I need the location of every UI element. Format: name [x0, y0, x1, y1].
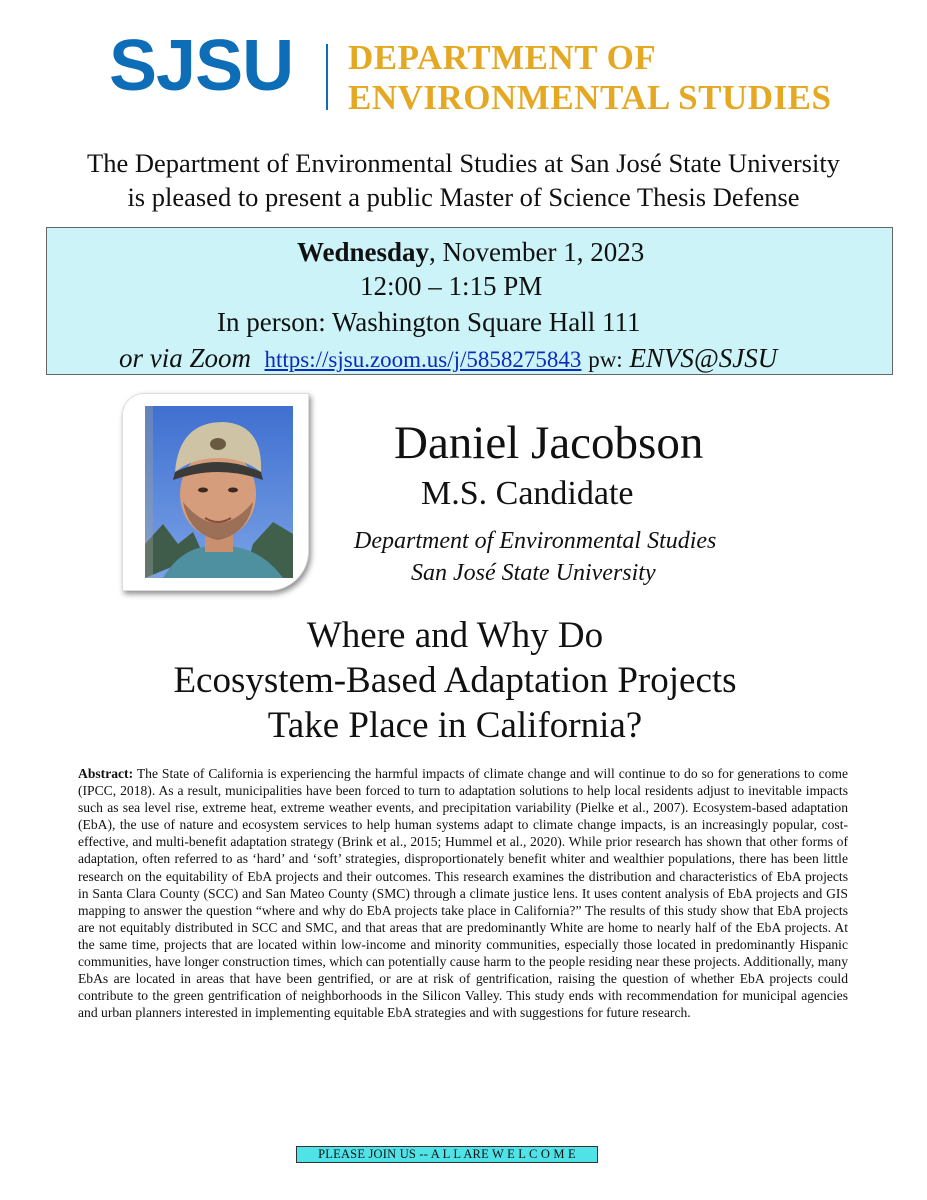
thesis-title-line-2: Ecosystem-Based Adaptation Projects: [173, 660, 737, 701]
intro-text: [0, 146, 927, 214]
zoom-link[interactable]: https://sjsu.zoom.us/j/5858275843: [264, 347, 582, 372]
event-location: In person: Washington Square Hall 111: [217, 307, 641, 337]
sjsu-logo: SJSU: [109, 26, 294, 106]
abstract-label: Abstract:: [78, 766, 134, 781]
event-details-box: [46, 227, 893, 375]
event-day: Wednesday: [297, 237, 430, 267]
event-date-text: , November 1, 2023: [429, 237, 645, 267]
intro-line-1: The Department of Environmental Studies at San José State University: [87, 148, 840, 178]
speaker-university: San José State University: [411, 560, 656, 586]
zoom-password: ENVS@SJSU: [629, 343, 778, 373]
logo-divider: [326, 44, 328, 110]
department-logo-line-2: ENVIRONMENTAL STUDIES: [348, 78, 832, 117]
event-zoom: [119, 342, 777, 376]
intro-line-2: is pleased to present a public Master of Science Thesis Defense: [127, 182, 800, 212]
speaker-name: Daniel Jacobson: [394, 417, 704, 469]
abstract-text: The State of California is experiencing the harmful impacts of climate change and will continue to do so for generations to come (IPCC, 2018). As a result, municipalities have been forced to turn to adaptation solutions to help local residents adjust to inevitable impacts such as sea level rise, extreme heat, extreme weather events, and precipitation variability (Pielke et al., 2007). Ecosystem-based adaptation (EbA), the use of nature and ecosystem services to help human systems adapt to climate change impacts, is an increasingly popular, cost-effective, and multi-benefit adaptation strategy (Brink et al., 2015; Hummel et al., 2020). While prior research has shown that other forms of adaptation, often referred to as ‘hard’ and ‘soft’ strategies, disproportionately benefit whiter and wealthier populations, there has been little research on the equitability of EbA projects and their outcomes. This research examines the distribution and characteristics of EbA projects in Santa Clara County (SCC) and San Mateo County (SMC) through a climate justice lens. It uses content analysis of EbA projects and GIS mapping to answer the question “where and why do EbA projects take place in California?” The results of this study show that EbA projects are not equitably distributed in SCC and SMC, and that areas that are predominantly White are home to nearly half of the EbA projects. At the same time, projects that are located within low-income and minority communities, especially those located in predominantly Hispanic communities, have longer construction times, which can potentially cause harm to the people residing near these projects. Additionally, many EbAs are located in areas that have been gentrified, or are at risk of gentrification, raising the question of whether EbA projects could contribute to the green gentrification of neighborhoods in the Silicon Valley. This study ends with recommendation for municipal agencies and urban planners interested in implementing equitable EbA strategies and with suggestions for future research.: [78, 766, 849, 1021]
zoom-password-label: pw:: [588, 347, 623, 372]
speaker-photo-image: [123, 394, 309, 591]
thesis-title-line-3: Take Place in California?: [267, 705, 643, 746]
welcome-banner: PLEASE JOIN US -- A L L ARE W E L C O M E: [296, 1146, 598, 1163]
department-logo-line-1: DEPARTMENT OF: [348, 38, 657, 77]
department-logo-text: [348, 38, 831, 118]
thesis-title: [0, 613, 910, 748]
event-time: 12:00 – 1:15 PM: [360, 271, 543, 301]
event-date: [297, 236, 644, 268]
speaker-role: M.S. Candidate: [421, 475, 634, 512]
thesis-title-line-1: Where and Why Do: [306, 615, 604, 656]
speaker-photo: [122, 393, 309, 591]
abstract: [78, 765, 848, 1021]
speaker-department: Department of Environmental Studies: [354, 528, 717, 554]
zoom-label: or via Zoom: [119, 343, 252, 373]
